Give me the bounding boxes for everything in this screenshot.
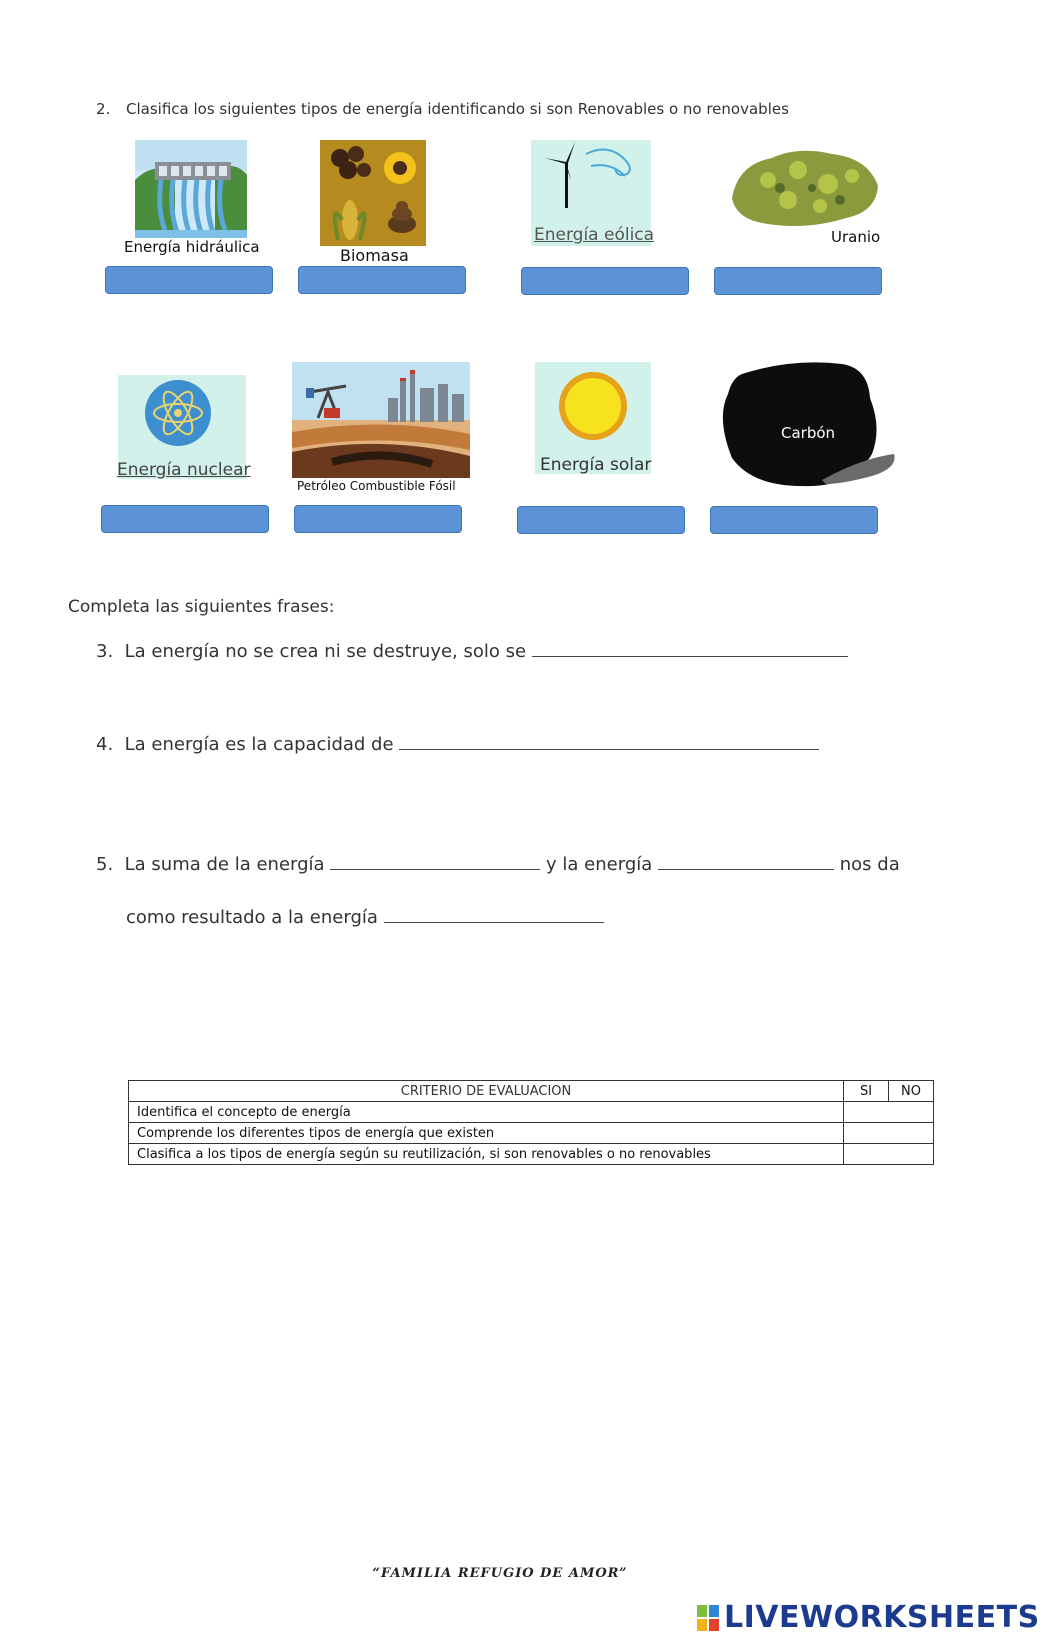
answer-dropzone-nuclear[interactable] xyxy=(101,505,269,533)
criteria-row-2-mark xyxy=(844,1123,934,1144)
question-3-text: La energía no se crea ni se destruye, solo se xyxy=(124,641,527,662)
card-label-solar: Energía solar xyxy=(540,455,652,475)
question-4-number: 4. xyxy=(96,734,114,755)
card-label-biomasa: Biomasa xyxy=(340,246,409,265)
card-label-hidraulica: Energía hidráulica xyxy=(124,238,260,256)
answer-blank-q5-1[interactable] xyxy=(330,853,540,870)
liveworksheets-brand[interactable]: LIVEWORKSHEETS xyxy=(724,1600,1040,1635)
question-5-part1: La suma de la energía xyxy=(124,854,325,875)
oil-pump-icon xyxy=(292,362,470,478)
criteria-header: CRITERIO DE EVALUACION xyxy=(129,1081,844,1102)
completa-heading: Completa las siguientes frases: xyxy=(68,597,335,617)
criteria-row-1-mark xyxy=(844,1102,934,1123)
footer-motto: “FAMILIA REFUGIO DE AMOR” xyxy=(372,1566,628,1581)
answer-blank-q5-2[interactable] xyxy=(658,853,834,870)
question-5-number: 5. xyxy=(96,854,114,875)
question-5-part2: y la energía xyxy=(546,854,653,875)
question-5-line-1 xyxy=(96,853,900,875)
table-row xyxy=(129,1102,934,1123)
answer-dropzone-biomasa[interactable] xyxy=(298,266,466,294)
card-label-nuclear: Energía nuclear xyxy=(117,460,251,480)
table-row xyxy=(129,1144,934,1165)
answer-dropzone-petroleo[interactable] xyxy=(294,505,462,533)
task-2-instruction: Clasifica los siguientes tipos de energía identificando si son Renovables o no renovables xyxy=(126,100,789,118)
answer-blank-q3[interactable] xyxy=(532,640,848,657)
card-label-petroleo: Petróleo Combustible Fósil xyxy=(297,479,456,493)
question-4 xyxy=(96,733,819,755)
answer-dropzone-carbon[interactable] xyxy=(710,506,878,534)
no-header: NO xyxy=(889,1081,934,1102)
evaluation-criteria-table xyxy=(128,1080,934,1165)
question-4-text: La energía es la capacidad de xyxy=(124,734,394,755)
answer-dropzone-uranio[interactable] xyxy=(714,267,882,295)
hydroelectric-dam-icon xyxy=(135,140,247,238)
biomass-icon xyxy=(320,140,426,246)
criteria-row-3: Clasifica a los tipos de energía según su reutilización, si son renovables o no renovables xyxy=(129,1144,844,1165)
card-label-uranio: Uranio xyxy=(831,228,881,246)
answer-dropzone-eolica[interactable] xyxy=(521,267,689,295)
answer-dropzone-solar[interactable] xyxy=(517,506,685,534)
answer-blank-q5-3[interactable] xyxy=(384,906,604,923)
question-5-part3: nos da xyxy=(839,854,900,875)
card-label-eolica: Energía eólica xyxy=(534,225,655,245)
liveworksheets-logo-icon xyxy=(697,1605,719,1631)
question-3-number: 3. xyxy=(96,641,114,662)
question-5-part4: como resultado a la energía xyxy=(126,907,378,928)
question-3 xyxy=(96,640,848,662)
card-label-carbon: Carbón xyxy=(781,424,836,442)
si-header: SI xyxy=(844,1081,889,1102)
criteria-row-3-mark xyxy=(844,1144,934,1165)
criteria-row-1: Identifica el concepto de energía xyxy=(129,1102,844,1123)
criteria-row-2: Comprende los diferentes tipos de energía que existen xyxy=(129,1123,844,1144)
task-2-number: 2. xyxy=(96,100,111,118)
answer-blank-q4[interactable] xyxy=(399,733,819,750)
table-row xyxy=(129,1123,934,1144)
uranium-rock-icon xyxy=(728,140,882,232)
table-header-row xyxy=(129,1081,934,1102)
answer-dropzone-hidraulica[interactable] xyxy=(105,266,273,294)
question-5-line-2 xyxy=(126,906,604,928)
